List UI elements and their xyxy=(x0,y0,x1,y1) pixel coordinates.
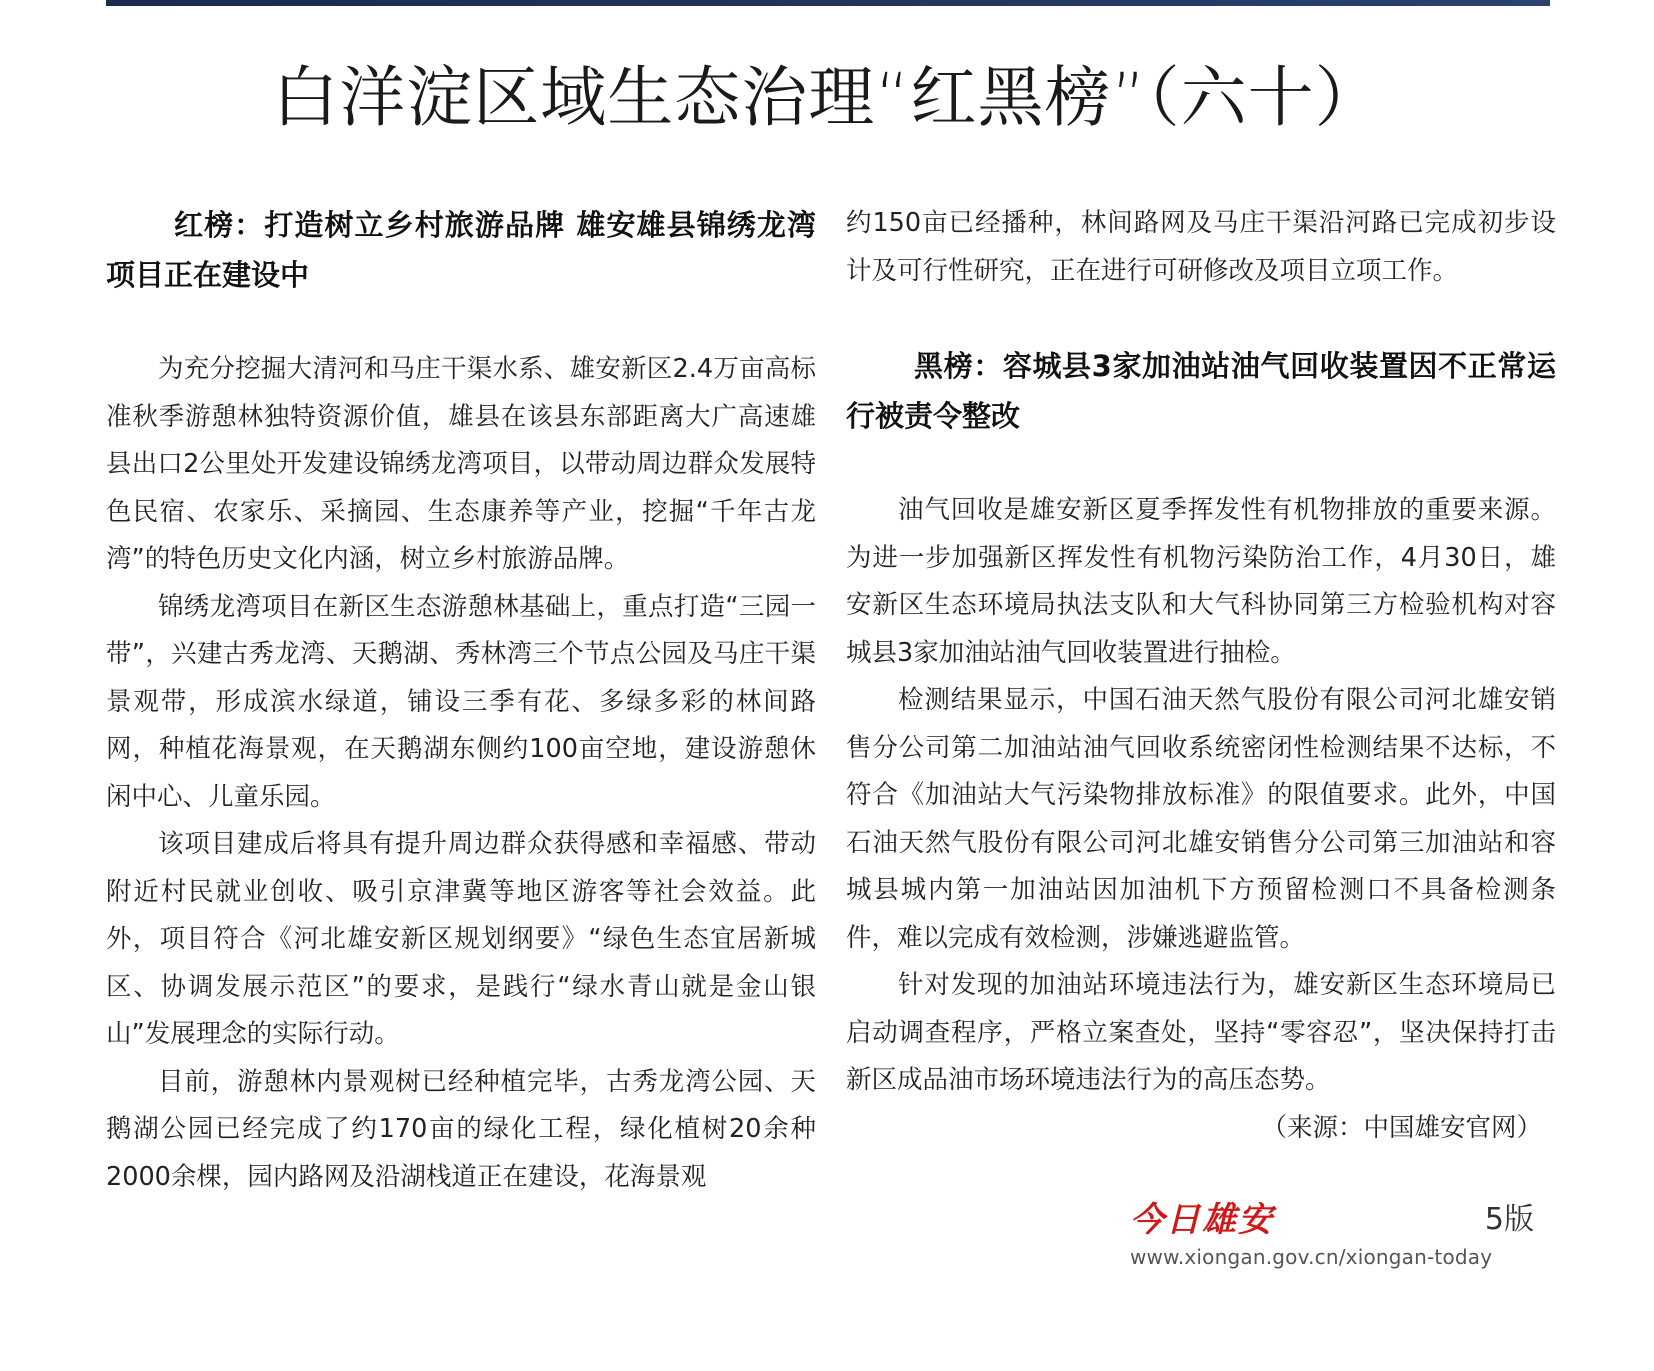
right-paragraph-2: 检测结果显示，中国石油天然气股份有限公司河北雄安销售分公司第二加油站油气回收系统密闭性检测结果不达标，不符合《加油站大气污染物排放标准》的限值要求。此外，中国石油天然气股份有限公司河北雄安销售分公司第三加油站和容城县城内第一加油站因加油机下方预留检测口不具备检测条件，难以完成有效检测，涉嫌逃避监管。 xyxy=(846,685,1556,953)
black-list-heading: 黑榜：容城县3家加油站油气回收装置因不正常运行被责令整改 xyxy=(846,349,1556,433)
left-paragraph-2: 锦绣龙湾项目在新区生态游憩林基础上，重点打造“三园一带”，兴建古秀龙湾、天鹅湖、秀林湾三个节点公园及马庄干渠景观带，形成滨水绿道，铺设三季有花、多绿多彩的林间路网，种植花海景观，在天鹅湖东侧约100亩空地，建设游憩休闲中心、儿童乐园。 xyxy=(106,591,816,812)
top-decorative-bar xyxy=(106,0,1550,6)
page-title: 白洋淀区域生态治理“红黑榜”（六十） xyxy=(272,59,1382,136)
footer-url: www.xiongan.gov.cn/xiongan-today xyxy=(1130,1245,1493,1269)
page-number: 5版 xyxy=(1484,1202,1534,1237)
xiongan-today-logo: 今日雄安 xyxy=(1130,1200,1274,1240)
left-paragraph-4: 目前，游憩林内景观树已经种植完毕，古秀龙湾公园、天鹅湖公园已经完成了约170亩的绿化工程，绿化植树20余种2000余棵，园内路网及沿湖栈道正在建设，花海景观 xyxy=(106,1066,816,1192)
right-continuation-paragraph: 约150亩已经播种，林间路网及马庄干渠沿河路已完成初步设计及可行性研究，正在进行可研修改及项目立项工作。 xyxy=(846,208,1556,286)
red-list-heading: 红榜：打造树立乡村旅游品牌 雄安雄县锦绣龙湾项目正在建设中 xyxy=(106,208,816,292)
right-paragraph-3: 针对发现的加油站环境违法行为，雄安新区生态环境局已启动调查程序，严格立案查处，坚持“零容忍”，坚决保持打击新区成品油市场环境违法行为的高压态势。 xyxy=(846,970,1556,1095)
left-paragraph-1: 为充分挖掘大清河和马庄干渠水系、雄安新区2.4万亩高标准秋季游憩林独特资源价值，雄县在该县东部距离大广高速雄县出口2公里处开发建设锦绣龙湾项目，以带动周边群众发展特色民宿、农家乐、采摘园、生态康养等产业，挖掘“千年古龙湾”的特色历史文化内涵，树立乡村旅游品牌。 xyxy=(106,354,816,574)
left-column xyxy=(106,200,816,1201)
right-column xyxy=(846,200,1556,1152)
right-paragraph-1: 油气回收是雄安新区夏季挥发性有机物排放的重要来源。为进一步加强新区挥发性有机物污染防治工作，4月30日，雄安新区生态环境局执法支队和大气科协同第三方检验机构对容城县3家加油站油气回收装置进行抽检。 xyxy=(846,495,1556,668)
left-paragraph-3: 该项目建成后将具有提升周边群众获得感和幸福感、带动附近村民就业创收、吸引京津冀等地区游客等社会效益。此外，项目符合《河北雄安新区规划纲要》“绿色生态宜居新城区、协调发展示范区”的要求，是践行“绿水青山就是金山银山”发展理念的实际行动。 xyxy=(106,829,816,1049)
source-credit: （来源：中国雄安官网） xyxy=(1261,1112,1542,1143)
page-footer xyxy=(1130,1200,1538,1270)
